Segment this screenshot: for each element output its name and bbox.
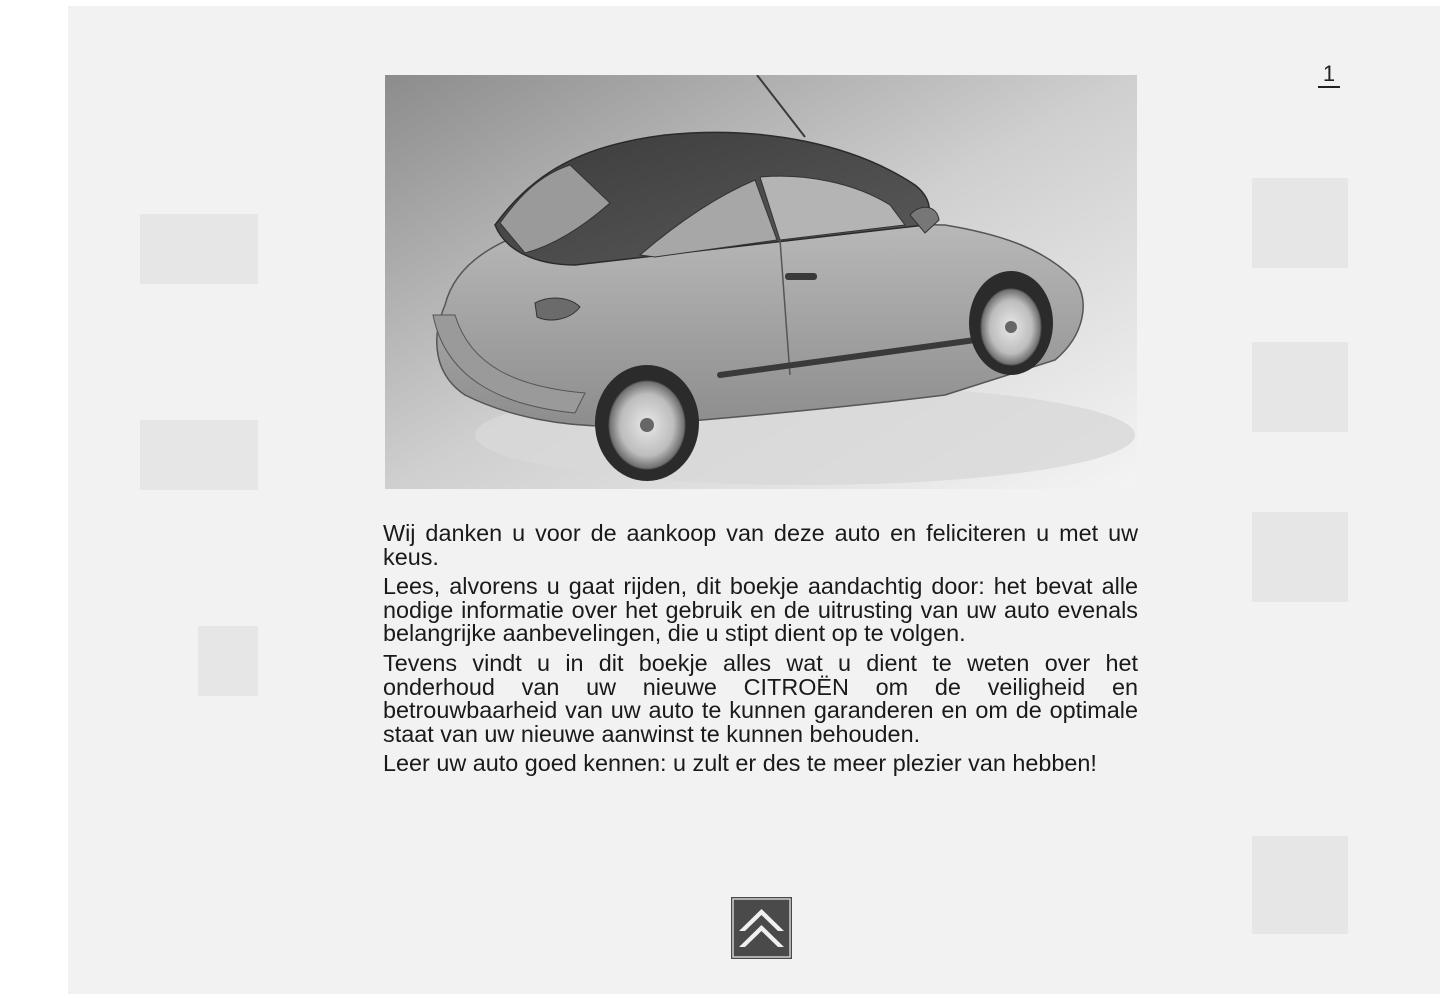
intro-paragraph: Lees, alvorens u gaat rijden, dit boekje aandachtig door: het bevat alle nodige informatie over het gebruik en de uitrusting van uw auto evenals belangrijke aanbevelingen, die u stipt dient op te volgen. bbox=[383, 573, 1138, 647]
intro-paragraph: Tevens vindt u in dit boekje alles wat u dient te weten over het onderhoud van uw nieuwe CITROËN om de veiligheid en betrouwbaarheid van uw auto te kunnen garanderen en om de optimale staat van uw nieuwe aanwinst te kunnen behouden. bbox=[383, 649, 1138, 747]
car-photo bbox=[385, 75, 1137, 489]
intro-text bbox=[383, 522, 1138, 782]
bleed-through-box bbox=[198, 626, 258, 696]
intro-paragraph: Wij danken u voor de aankoop van deze auto en feliciteren u met uw keus. bbox=[383, 520, 1138, 570]
bleed-through-box bbox=[1252, 512, 1348, 602]
intro-paragraph: Leer uw auto goed kennen: u zult er des te meer plezier van hebben! bbox=[383, 750, 1097, 777]
bleed-through-box bbox=[140, 214, 258, 284]
page-number: 1 bbox=[1318, 62, 1340, 88]
bleed-through-box bbox=[1252, 178, 1348, 268]
citroen-double-chevron-icon bbox=[731, 897, 792, 959]
bleed-through-box bbox=[1252, 836, 1348, 934]
bleed-through-box bbox=[1252, 342, 1348, 432]
bleed-through-box bbox=[140, 420, 258, 490]
